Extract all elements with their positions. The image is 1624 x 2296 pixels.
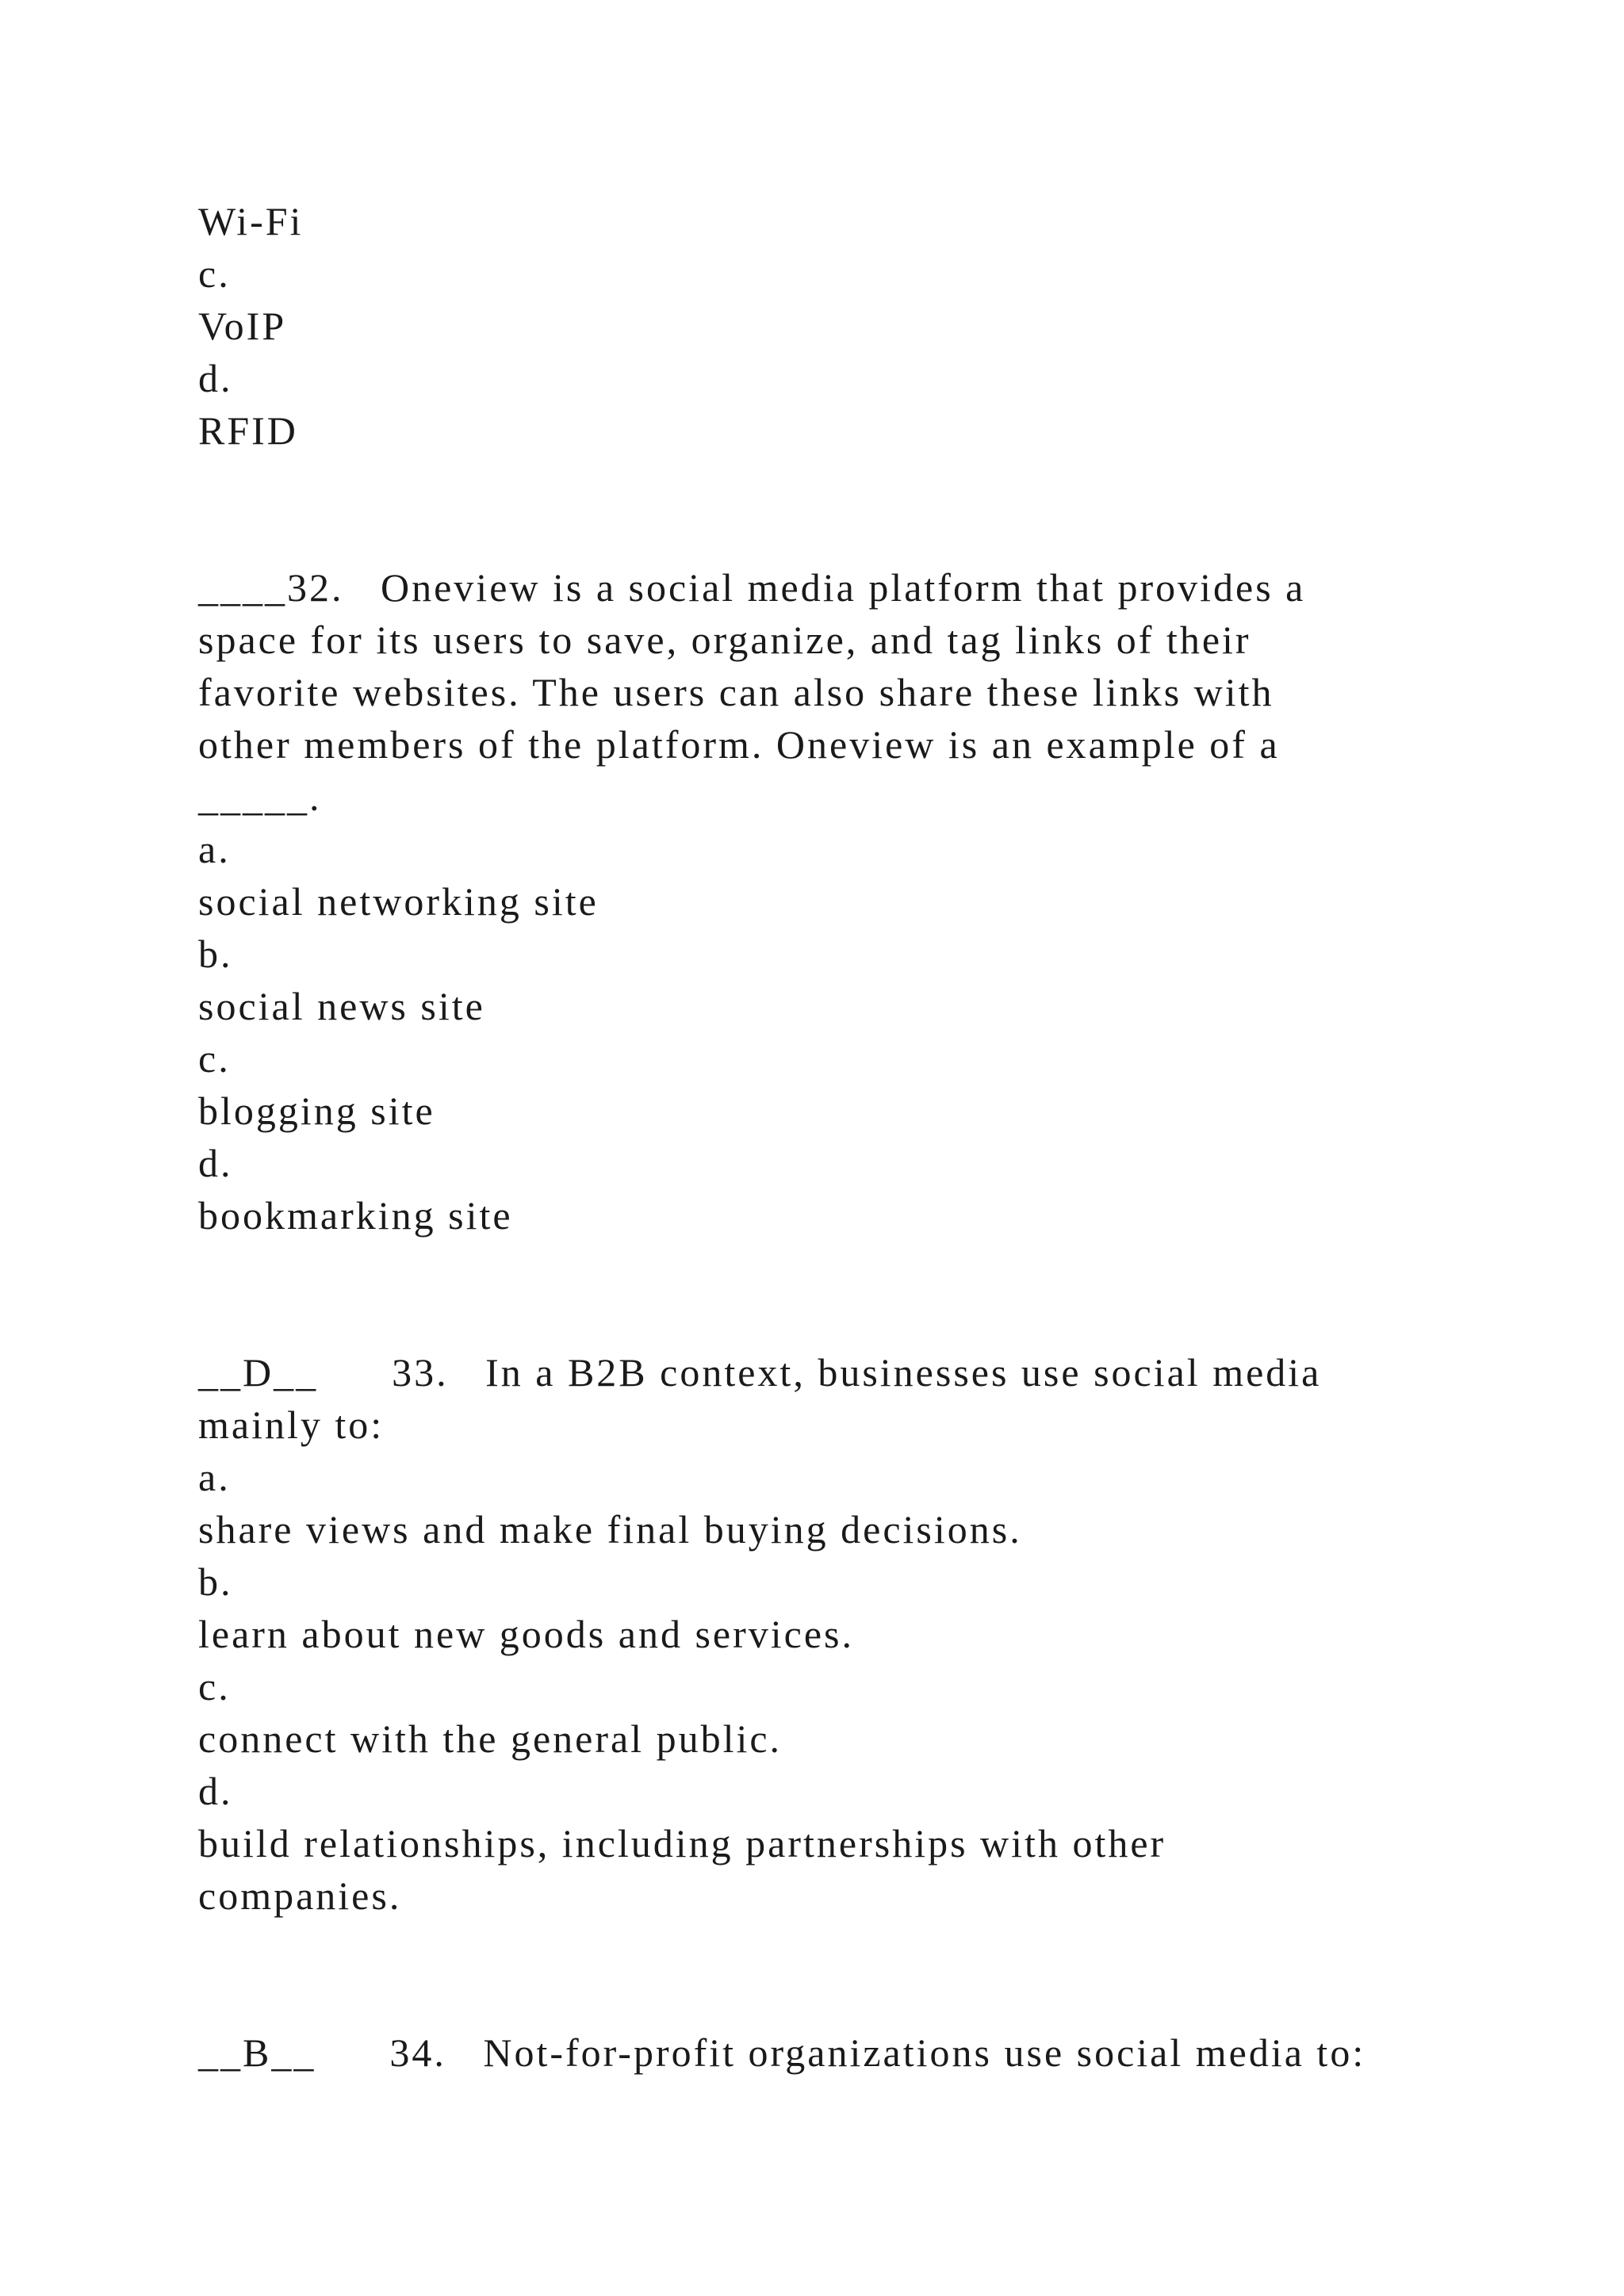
option-letter: b. bbox=[198, 1559, 233, 1604]
option-letter: a. bbox=[198, 1455, 231, 1499]
option-letter: a. bbox=[198, 827, 231, 871]
option-letter: c. bbox=[198, 1664, 231, 1709]
question-32-line-2: space for its users to save, organize, and tag links of their bbox=[198, 618, 1251, 662]
document-page bbox=[198, 195, 1435, 2079]
option-text: learn about new goods and services. bbox=[198, 1612, 854, 1656]
option-letter: c. bbox=[198, 1036, 231, 1081]
spacer bbox=[198, 457, 1435, 561]
question-34-line-1: __B__ 34. Not-for-profit organizations use social media to: bbox=[198, 2030, 1366, 2075]
question-33-line-2: mainly to: bbox=[198, 1402, 385, 1447]
option-letter: d. bbox=[198, 1141, 233, 1185]
option-text: blogging site bbox=[198, 1089, 435, 1133]
option-letter: c. bbox=[198, 251, 231, 296]
option-letter: d. bbox=[198, 356, 233, 400]
option-text: RFID bbox=[198, 408, 298, 453]
option-text: build relationships, including partnerships with other bbox=[198, 1821, 1166, 1866]
option-letter: d. bbox=[198, 1769, 233, 1813]
option-text: share views and make final buying decisions. bbox=[198, 1507, 1022, 1552]
question-32-line-5: _____. bbox=[198, 775, 322, 819]
option-text: Wi-Fi bbox=[198, 199, 304, 243]
question-32-line-1: ____32. Oneview is a social media platform that provides a bbox=[198, 565, 1306, 610]
option-text: connect with the general public. bbox=[198, 1716, 783, 1761]
option-text: social networking site bbox=[198, 879, 599, 924]
option-text-continued: companies. bbox=[198, 1873, 402, 1918]
option-letter: b. bbox=[198, 932, 233, 976]
spacer bbox=[198, 1922, 1435, 2026]
question-33-line-1: __D__ 33. In a B2B context, businesses use social media bbox=[198, 1350, 1322, 1395]
option-text: social news site bbox=[198, 984, 485, 1028]
option-text: bookmarking site bbox=[198, 1193, 513, 1238]
option-text: VoIP bbox=[198, 304, 287, 348]
question-32-line-3: favorite websites. The users can also share these links with bbox=[198, 670, 1274, 714]
spacer bbox=[198, 1242, 1435, 1346]
question-32-line-4: other members of the platform. Oneview is an example of a bbox=[198, 722, 1280, 767]
